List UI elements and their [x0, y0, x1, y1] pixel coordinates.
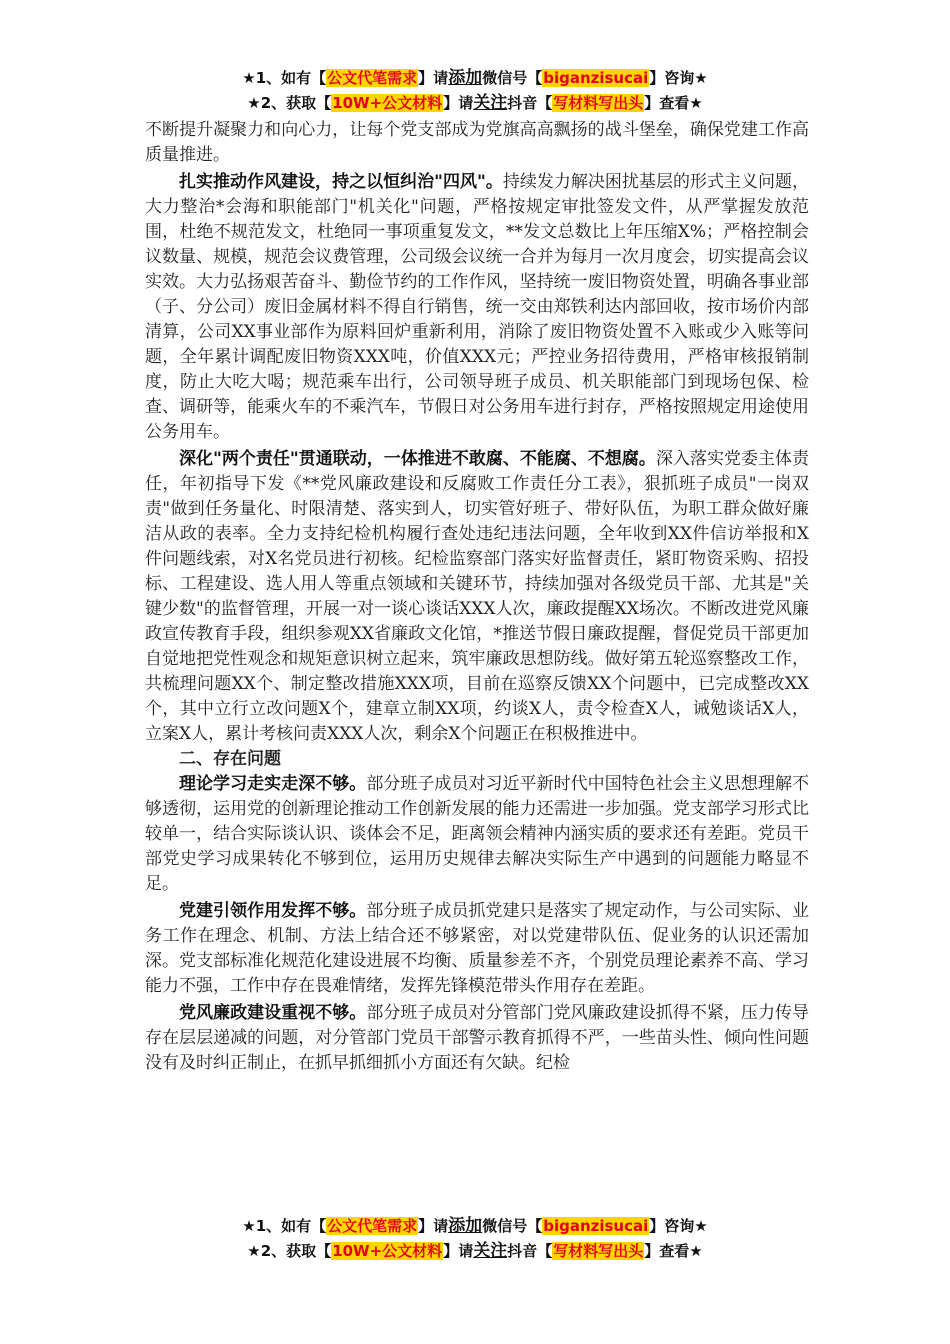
banner-douyin-id: 写材料写出头 [553, 1242, 644, 1260]
paragraph-theory-study [145, 772, 809, 897]
banner-text: 】请 [418, 1217, 449, 1235]
banner-highlight: 公文代笔需求 [327, 1217, 418, 1235]
banner-text: 】查看★ [644, 94, 703, 112]
paragraph-integrity [145, 1001, 809, 1076]
paragraph-lead: 扎实推动作风建设，持之以恒纠治"四风"。 [179, 172, 503, 192]
banner-douyin-id: 写材料写出头 [553, 94, 644, 112]
banner-text: 抖音【 [507, 1242, 553, 1260]
bottom-ad-banner [0, 1214, 950, 1264]
banner-highlight: 10W+公文材料 [332, 94, 443, 112]
paragraph-lead: 理论学习走实走深不够。 [179, 774, 367, 794]
banner-wechat-id: biganzisucai [543, 69, 649, 87]
banner-emphasis: 关注 [473, 1241, 508, 1261]
banner-text: 微信号【 [482, 1217, 543, 1235]
banner-text: 微信号【 [482, 69, 543, 87]
paragraph-lead: 深化"两个责任"贯通联动，一体推进不敢腐、不能腐、不想腐。 [179, 449, 656, 469]
banner-line-1 [0, 66, 950, 91]
paragraph-text: 深入落实党委主体责任，年初指导下发《**党风廉政建设和反腐败工作责任分工表》，狠抓班子成员"一岗双责"做到任务量化、时限清楚、落实到人，切实管好班子、带好队伍，为职工群众做好廉洁从政的表率。全力支持纪检机构履行查处违纪违法问题，全年收到XX件信访举报和X件问题线索，对X名党员进行初核。纪检监察部门落实好监督责任，紧盯物资采购、招投标、工程建设、选人用人等重点领域和关键环节，持续加强对各级党员干部、尤其是"关键少数"的监督管理，开展一对一谈心谈话XXX人次，廉政提醒XX场次。不断改进党风廉政宣传教育手段，组织参观XX省廉政文化馆，*推送节假日廉政提醒，督促党员干部更加自觉地把党性观念和规矩意识树立起来，筑牢廉政思想防线。做好第五轮巡察整改工作，共梳理问题XX个、制定整改措施XXX项，目前在巡察反馈XX个问题中，已完成整改XX个，其中立行立改问题X个，建章立制XX项，约谈X人，责令检查X人，诫勉谈话X人，立案X人，累计考核问责XXX人次，剩余X个问题正在积极推进中。 [145, 449, 809, 744]
banner-wechat-id: biganzisucai [543, 1217, 649, 1235]
paragraph-two-responsibilities [145, 447, 809, 747]
banner-text: 】请 [443, 1242, 474, 1260]
banner-text: ★1、如有【 [242, 69, 327, 87]
banner-line-2 [0, 91, 950, 116]
banner-text: 】请 [418, 69, 449, 87]
banner-emphasis: 关注 [473, 93, 508, 113]
banner-text: 】请 [443, 94, 474, 112]
paragraph-party-leadership [145, 899, 809, 999]
banner-line-1 [0, 1214, 950, 1239]
banner-text: 】咨询★ [649, 1217, 708, 1235]
banner-text: ★2、获取【 [247, 1242, 332, 1260]
banner-text: 】咨询★ [649, 69, 708, 87]
banner-emphasis: 添加 [448, 68, 483, 88]
banner-highlight: 公文代笔需求 [327, 69, 418, 87]
paragraph-continuation: 不断提升凝聚力和向心力，让每个党支部成为党旗高高飘扬的战斗堡垒，确保党建工作高质量推进。 [145, 120, 809, 165]
banner-highlight: 10W+公文材料 [332, 1242, 443, 1260]
banner-text: 抖音【 [507, 94, 553, 112]
paragraph-lead: 党风廉政建设重视不够。 [179, 1003, 367, 1023]
banner-text: ★1、如有【 [242, 1217, 327, 1235]
banner-text: ★2、获取【 [247, 94, 332, 112]
top-ad-banner [0, 66, 950, 116]
paragraph-work-style [145, 170, 809, 445]
banner-text: 】查看★ [644, 1242, 703, 1260]
paragraph-text: 持续发力解决困扰基层的形式主义问题，大力整治*会海和职能部门"机关化"问题，严格按规定审批签发文件，从严掌握发放范围，杜绝不规范发文，杜绝同一事项重复发文，**发文总数比上年压缩X%；严格控制会议数量、规模，规范会议费管理，公司级会议统一合并为每月一次月度会，切实提高会议实效。大力弘扬艰苦奋斗、勤俭节约的工作作风，坚持统一废旧物资处置，明确各事业部（子、分公司）废旧金属材料不得自行销售，统一交由郑铁利达内部回收，按市场价内部清算，公司XX事业部作为原料回炉重新利用，消除了废旧物资处置不入账或少入账等问题，全年累计调配废旧物资XXX吨，价值XXX元；严控业务招待费用，严格审核报销制度，防止大吃大喝；规范乘车出行，公司领导班子成员、机关职能部门到现场包保、检查、调研等，能乘火车的不乘汽车，节假日对公务用车进行封存，严格按照规定用途使用公务用车。 [145, 172, 810, 442]
paragraph-text: 部分班子成员抓党建只是落实了规定动作，与公司实际、业务工作在理念、机制、方法上结合还不够紧密，对以党建带队伍、促业务的认识还需加深。党支部标准化规范化建设进展不均衡、质量参差不齐，个别党员理论素养不高、学习能力不强，工作中存在畏难情绪，发挥先锋模范带头作用存在差距。 [145, 901, 810, 996]
paragraph-text: 部分班子成员对分管部门党风廉政建设抓得不紧，压力传导存在层层递减的问题，对分管部门党员干部警示教育抓得不严，一些苗头性、倾向性问题没有及时纠正制止，在抓早抓细抓小方面还有欠缺。纪检 [145, 1003, 810, 1073]
banner-emphasis: 添加 [448, 1216, 483, 1236]
document-body [145, 118, 809, 1076]
banner-line-2 [0, 1239, 950, 1264]
section-heading: 二、存在问题 [179, 749, 281, 769]
paragraph-lead: 党建引领作用发挥不够。 [179, 901, 367, 921]
paragraph-text: 部分班子成员对习近平新时代中国特色社会主义思想理解不够透彻，运用党的创新理论推动工作创新发展的能力还需进一步加强。党支部学习形式比较单一，结合实际谈认识、谈体会不足，距离领会精神内涵实质的要求还有差距。党员干部党史学习成果转化不够到位，运用历史规律去解决实际生产中遇到的问题能力略显不足。 [145, 774, 810, 894]
